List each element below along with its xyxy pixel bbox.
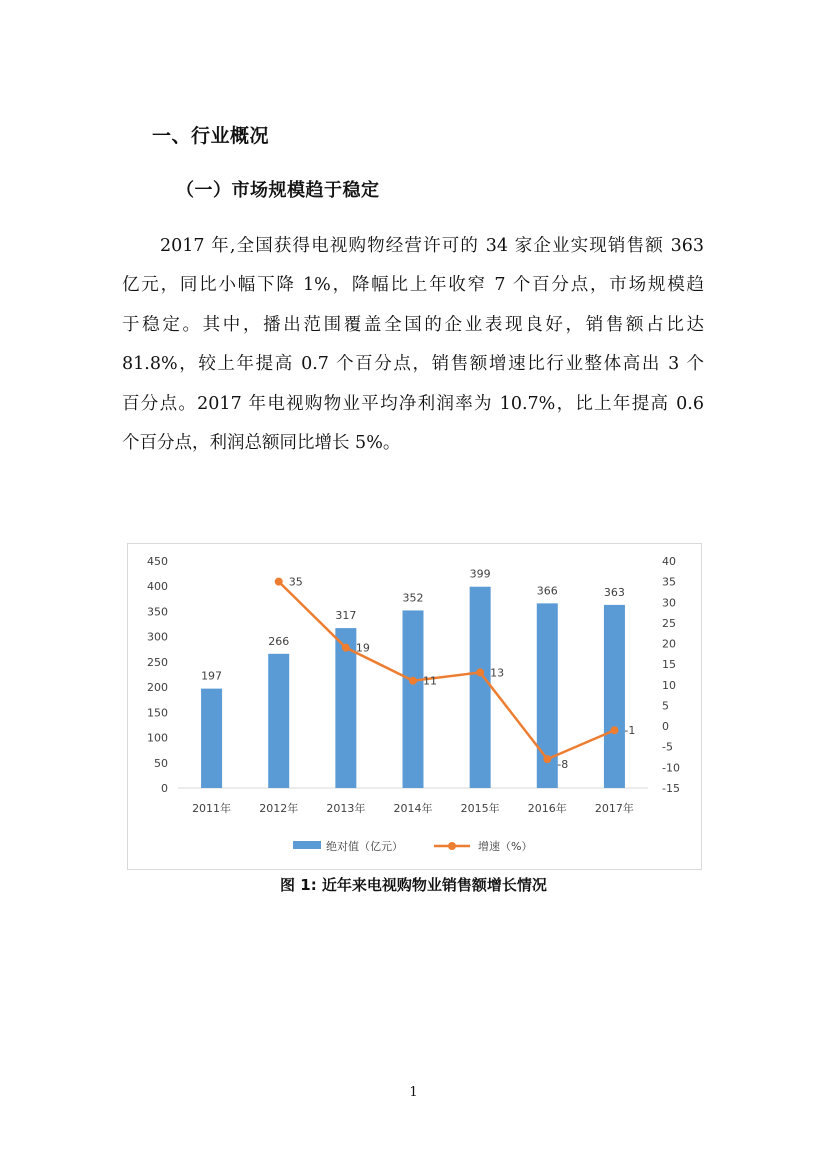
y-left-tick-label: 300 [147,630,168,644]
bar-data-label: 317 [335,609,357,623]
y-right-tick-label: 25 [662,616,676,630]
legend-line-marker [448,842,456,850]
y-left-tick-label: 250 [147,655,168,669]
growth-point [275,578,283,586]
paragraph-line: 亿元，同比小幅下降 1%，降幅比上年收窄 7 个百分点，市场规模趋 [122,275,704,296]
growth-point [610,726,618,734]
bar [604,605,625,788]
bar [470,587,491,788]
x-tick-label: 2015年 [460,802,500,815]
y-right-tick-label: 10 [662,678,676,692]
y-right-tick-label: 20 [662,637,676,651]
growth-data-label: 11 [423,674,437,688]
legend-bar-swatch [293,841,321,849]
subsection-heading: （一）市场规模趋于稳定 [176,180,380,201]
page-number: 1 [409,1085,418,1100]
growth-data-label: -8 [557,758,569,772]
bar [268,654,289,788]
x-tick-label: 2017年 [594,802,634,815]
y-right-tick-label: 15 [662,658,676,672]
x-tick-label: 2012年 [259,802,299,815]
y-left-tick-label: 400 [147,580,168,594]
chart-svg [128,544,701,869]
paragraph-line: 于稳定。其中，播出范围覆盖全国的企业表现良好，销售额占比达 [122,314,704,335]
paragraph-line: 2017 年,全国获得电视购物经营许可的 34 家企业实现销售额 363 [160,236,704,256]
figure-caption: 图 1: 近年来电视购物业销售额增长情况 [280,876,547,894]
bar-data-label: 266 [268,634,290,648]
bar-data-label: 363 [603,585,625,599]
growth-point [476,668,484,676]
y-right-tick-label: 0 [662,720,669,734]
y-left-tick-label: 200 [147,681,168,695]
x-tick-label: 2013年 [326,802,366,815]
y-right-tick-label: 40 [662,555,676,568]
y-right-tick-label: -15 [662,782,680,795]
y-left-tick-label: 350 [147,605,168,619]
bar-data-label: 399 [469,567,491,581]
y-right-tick-label: 5 [662,699,669,713]
sales-chart [127,543,702,870]
bar-data-label: 366 [536,584,558,598]
paragraph-line: 个百分点，利润总额同比增长 5%。 [122,433,401,454]
x-tick-label: 2011年 [192,802,232,815]
growth-point [409,677,417,685]
bar-data-label: 352 [402,591,424,605]
y-left-tick-label: 0 [161,782,168,795]
growth-point [543,755,551,763]
y-left-tick-label: 150 [147,706,168,720]
section-heading: 一、行业概况 [152,125,270,147]
growth-data-label: 19 [355,641,370,655]
growth-data-label: 13 [490,666,505,680]
y-left-tick-label: 450 [147,555,168,568]
legend-bar-label: 绝对值（亿元） [326,840,403,853]
growth-data-label: 35 [288,575,303,589]
y-right-tick-label: -10 [662,761,680,775]
growth-data-label: -1 [624,724,636,738]
y-right-tick-label: -5 [662,740,673,754]
x-tick-label: 2016年 [527,802,567,815]
bar [403,610,424,788]
x-tick-label: 2014年 [393,802,433,815]
bar-data-label: 197 [201,669,223,683]
body-paragraph [122,227,704,463]
paragraph-line: 百分点。2017 年电视购物业平均净利润率为 10.7%，比上年提高 0.6 [122,393,704,414]
y-left-tick-label: 50 [154,756,168,770]
bar [201,689,222,788]
y-left-tick-label: 100 [147,731,168,745]
growth-line [279,582,615,759]
legend-line-label: 增速（%） [478,840,533,853]
paragraph-line: 81.8%，较上年提高 0.7 个百分点，销售额增速比行业整体高出 3 个 [122,354,704,375]
growth-point [342,644,350,652]
y-right-tick-label: 35 [662,575,676,589]
y-right-tick-label: 30 [662,596,676,610]
